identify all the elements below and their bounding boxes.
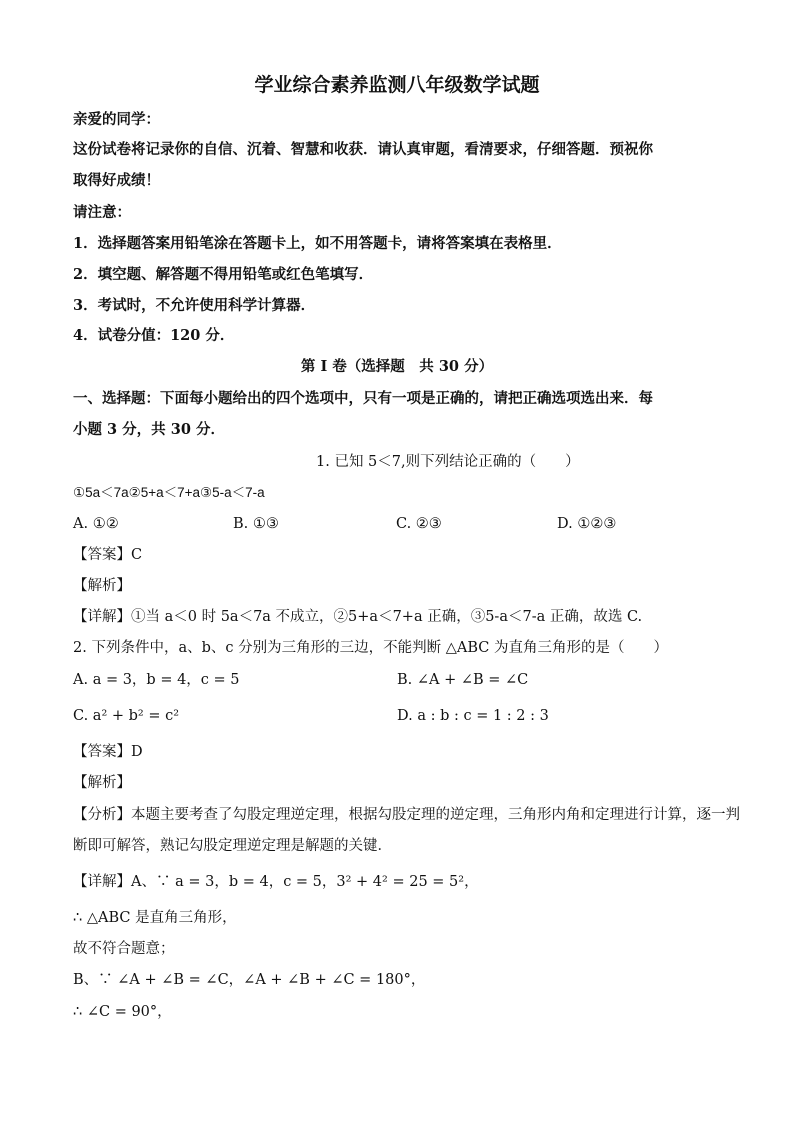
- q1-option-d: D. ①②③: [557, 516, 617, 532]
- q2-option-c: C. a² + b² = c²: [73, 708, 180, 724]
- q1-option-a: A. ①②: [73, 516, 119, 532]
- q2-stem: 2. 下列条件中，a、b、c 分别为三角形的三边，不能判断 △ABC 为直角三角形的是（ ）: [73, 640, 668, 656]
- q2-analysis: 【解析】: [73, 775, 131, 791]
- q2-fenxi-line-2: 断即可解答，熟记勾股定理逆定理是解题的关键．: [73, 838, 392, 854]
- q1-answer: 【答案】C: [73, 547, 143, 563]
- q2-detail-line-2: ∴ △ABC 是直角三角形，: [73, 910, 237, 926]
- page-title: 学业综合素养监测八年级数学试题: [254, 74, 540, 96]
- part1-instructions-2: 小题 3 分，共 30 分．: [73, 421, 225, 438]
- q2-option-b: B. ∠A + ∠B = ∠C: [397, 672, 529, 688]
- notice-item-4: 4．试卷分值：120 分．: [73, 327, 235, 344]
- intro-line-1: 这份试卷将记录你的自信、沉着、智慧和收获．请认真审题，看清要求，仔细答题．预祝你: [73, 141, 653, 158]
- section-title: 第 I 卷（选择题 共 30 分）: [300, 358, 494, 375]
- intro-line-2: 取得好成绩！: [73, 172, 160, 189]
- notice-item-1: 1．选择题答案用铅笔涂在答题卡上，如不用答题卡，请将答案填在表格里．: [73, 235, 562, 252]
- q2-answer: 【答案】D: [73, 744, 143, 760]
- q2-option-d: D. a : b : c = 1 : 2 : 3: [397, 708, 549, 724]
- part1-instructions-1: 一、选择题：下面每小题给出的四个选项中，只有一项是正确的，请把正确选项选出来．每: [73, 390, 653, 407]
- q2-detail-line-4: B、∵ ∠A + ∠B = ∠C，∠A + ∠B + ∠C = 180°，: [73, 972, 426, 988]
- q2-detail-line-5: ∴ ∠C = 90°，: [73, 1004, 172, 1020]
- notice-item-3: 3．考试时，不允许使用科学计算器．: [73, 297, 316, 314]
- q2-option-a: A. a = 3，b = 4，c = 5: [73, 672, 240, 688]
- q2-fenxi-line-1: 【分析】本题主要考查了勾股定理逆定理，根据勾股定理的逆定理，三角形内角和定理进行计算，逐一判: [73, 807, 740, 823]
- q2-detail-line-1: 【详解】A、∵ a = 3，b = 4，c = 5，3² + 4² = 25 = 5²，: [73, 874, 479, 890]
- notice-heading: 请注意：: [73, 204, 131, 221]
- q1-stem: 1. 已知 5＜7,则下列结论正确的（ ）: [316, 454, 580, 470]
- q1-option-c: C. ②③: [396, 516, 442, 532]
- greeting: 亲爱的同学：: [73, 111, 160, 128]
- notice-item-2: 2．填空题、解答题不得用铅笔或红色笔填写．: [73, 266, 374, 283]
- q1-detail: 【详解】①当 a＜0 时 5a＜7a 不成立，②5+a＜7+a 正确，③5-a＜7-a 正确，故选 C.: [73, 609, 643, 625]
- q1-analysis: 【解析】: [73, 578, 131, 594]
- q2-detail-line-3: 故不符合题意；: [73, 941, 175, 957]
- q1-option-b: B. ①③: [233, 516, 279, 532]
- q1-statements: ①5a＜7a②5+a＜7+a③5-a＜7-a: [73, 485, 265, 500]
